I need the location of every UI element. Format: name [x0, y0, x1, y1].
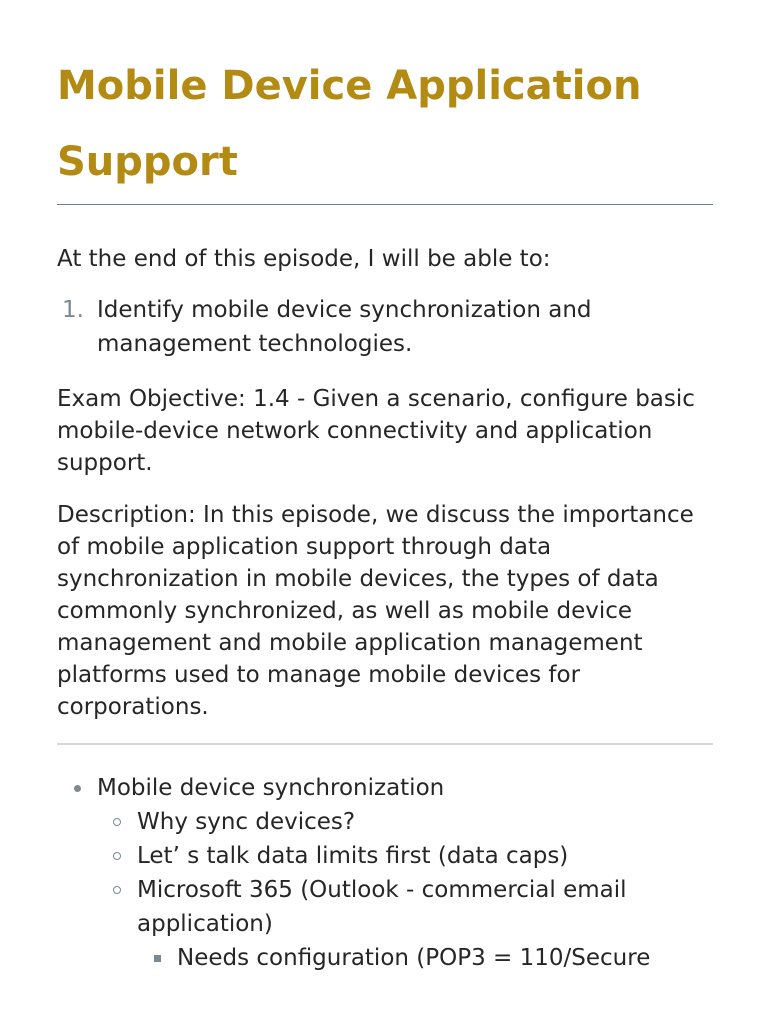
square-bullet-icon — [154, 955, 161, 962]
exam-objective: Exam Objective: 1.4 - Given a scenario, configure basic mobile-device network connectivity and application support. — [57, 386, 695, 476]
objective-number: 1. — [62, 297, 84, 323]
outline-subsubitem-label: Needs configuration (POP3 = 110/Secure — [177, 945, 651, 971]
outline-item-label: Mobile device synchronization — [97, 775, 445, 801]
outline-list — [57, 771, 713, 975]
disc-bullet-icon — [74, 785, 81, 792]
outline-item — [57, 771, 713, 975]
outline-sublist — [97, 805, 713, 975]
section-divider — [57, 743, 713, 745]
outline-subitem-label: Microsoft 365 (Outlook - commercial email application) — [137, 877, 627, 937]
outline-subitem — [97, 839, 713, 873]
objective-item — [57, 293, 713, 361]
episode-description: Description: In this episode, we discuss the importance of mobile application support through data synchronization in mobile devices, the types of data commonly synchronized, as well as mobile device management and mobile application management platforms used to manage mobile devices for corporations. — [57, 502, 694, 720]
outline-subitem-label: Why sync devices? — [137, 809, 356, 835]
circle-bullet-icon — [113, 886, 121, 894]
title-divider — [57, 204, 713, 205]
circle-bullet-icon — [113, 818, 121, 826]
objective-text: Identify mobile device synchronization and management technologies. — [97, 297, 592, 357]
intro-lead: At the end of this episode, I will be able to: — [57, 246, 551, 272]
page-title: Mobile Device Application Support — [57, 63, 642, 185]
objectives-list — [57, 293, 713, 361]
outline-subitem-label: Let’ s talk data limits first (data caps) — [137, 843, 569, 869]
outline-subitem — [97, 805, 713, 839]
outline-subsublist — [137, 941, 713, 975]
outline-subitem — [97, 873, 713, 975]
circle-bullet-icon — [113, 852, 121, 860]
outline-subsubitem — [137, 941, 713, 975]
